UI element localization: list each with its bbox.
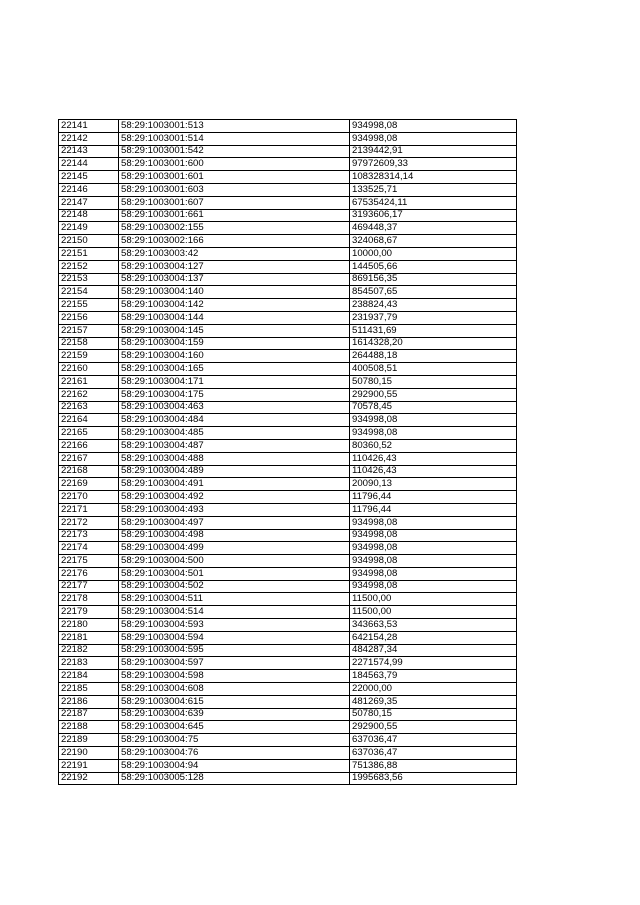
cadastral-number-cell: 58:29:1003004:595 (119, 644, 350, 657)
row-number-cell: 22161 (59, 375, 119, 388)
table-row (59, 606, 517, 619)
cadastral-number-cell: 58:29:1003004:171 (119, 375, 350, 388)
cadastral-number-cell: 58:29:1003004:489 (119, 465, 350, 478)
value-cell: 2139442,91 (350, 145, 517, 158)
value-cell: 10000,00 (350, 247, 517, 260)
cadastral-number-cell: 58:29:1003001:513 (119, 120, 350, 133)
cadastral-number-cell: 58:29:1003004:160 (119, 350, 350, 363)
value-cell: 231937,79 (350, 311, 517, 324)
value-cell: 642154,28 (350, 631, 517, 644)
table-row (59, 158, 517, 171)
value-cell: 110426,43 (350, 452, 517, 465)
value-cell: 2271574,99 (350, 657, 517, 670)
value-cell: 934998,08 (350, 516, 517, 529)
row-number-cell: 22179 (59, 606, 119, 619)
row-number-cell: 22162 (59, 388, 119, 401)
table-row (59, 555, 517, 568)
cadastral-number-cell: 58:29:1003004:498 (119, 529, 350, 542)
value-cell: 50780,15 (350, 708, 517, 721)
table-row (59, 644, 517, 657)
row-number-cell: 22171 (59, 503, 119, 516)
row-number-cell: 22153 (59, 273, 119, 286)
table-row (59, 529, 517, 542)
row-number-cell: 22151 (59, 247, 119, 260)
value-cell: 637036,47 (350, 734, 517, 747)
value-cell: 869156,35 (350, 273, 517, 286)
row-number-cell: 22166 (59, 439, 119, 452)
value-cell: 11796,44 (350, 491, 517, 504)
cadastral-number-cell: 58:29:1003004:499 (119, 542, 350, 555)
row-number-cell: 22178 (59, 593, 119, 606)
value-cell: 11796,44 (350, 503, 517, 516)
cadastral-number-cell: 58:29:1003004:144 (119, 311, 350, 324)
value-cell: 469448,37 (350, 222, 517, 235)
value-cell: 50780,15 (350, 375, 517, 388)
row-number-cell: 22158 (59, 337, 119, 350)
row-number-cell: 22165 (59, 427, 119, 440)
table-row (59, 759, 517, 772)
row-number-cell: 22164 (59, 414, 119, 427)
table-row (59, 439, 517, 452)
table-row (59, 747, 517, 760)
row-number-cell: 22155 (59, 299, 119, 312)
table-row (59, 132, 517, 145)
table-row (59, 734, 517, 747)
cadastral-number-cell: 58:29:1003001:514 (119, 132, 350, 145)
value-cell: 934998,08 (350, 120, 517, 133)
cadastral-number-cell: 58:29:1003002:155 (119, 222, 350, 235)
cadastral-number-cell: 58:29:1003004:594 (119, 631, 350, 644)
cadastral-number-cell: 58:29:1003001:661 (119, 209, 350, 222)
table-row (59, 273, 517, 286)
table-row (59, 260, 517, 273)
cadastral-number-cell: 58:29:1003004:142 (119, 299, 350, 312)
value-cell: 934998,08 (350, 555, 517, 568)
cadastral-number-cell: 58:29:1003004:514 (119, 606, 350, 619)
cadastral-number-cell: 58:29:1003004:94 (119, 759, 350, 772)
value-cell: 110426,43 (350, 465, 517, 478)
cadastral-number-cell: 58:29:1003004:140 (119, 286, 350, 299)
cadastral-number-cell: 58:29:1003001:607 (119, 196, 350, 209)
value-cell: 264488,18 (350, 350, 517, 363)
cadastral-number-cell: 58:29:1003004:615 (119, 695, 350, 708)
table-row (59, 311, 517, 324)
cadastral-number-cell: 58:29:1003004:511 (119, 593, 350, 606)
row-number-cell: 22192 (59, 772, 119, 785)
row-number-cell: 22146 (59, 183, 119, 196)
table-row (59, 363, 517, 376)
value-cell: 854507,65 (350, 286, 517, 299)
row-number-cell: 22142 (59, 132, 119, 145)
table-row (59, 683, 517, 696)
value-cell: 1614328,20 (350, 337, 517, 350)
row-number-cell: 22173 (59, 529, 119, 542)
row-number-cell: 22176 (59, 567, 119, 580)
cadastral-number-cell: 58:29:1003004:159 (119, 337, 350, 350)
cadastral-number-cell: 58:29:1003004:76 (119, 747, 350, 760)
cadastral-number-cell: 58:29:1003003:42 (119, 247, 350, 260)
table-row (59, 516, 517, 529)
table-row (59, 542, 517, 555)
cadastral-number-cell: 58:29:1003004:501 (119, 567, 350, 580)
table-row (59, 772, 517, 785)
cadastral-number-cell: 58:29:1003004:497 (119, 516, 350, 529)
value-cell: 934998,08 (350, 567, 517, 580)
table-row (59, 324, 517, 337)
cadastral-number-cell: 58:29:1003004:491 (119, 478, 350, 491)
table-row (59, 657, 517, 670)
table-row (59, 631, 517, 644)
value-cell: 133525,71 (350, 183, 517, 196)
value-cell: 343663,53 (350, 619, 517, 632)
cadastral-number-cell: 58:29:1003004:639 (119, 708, 350, 721)
value-cell: 22000,00 (350, 683, 517, 696)
row-number-cell: 22184 (59, 670, 119, 683)
value-cell: 324068,67 (350, 235, 517, 248)
row-number-cell: 22160 (59, 363, 119, 376)
cadastral-number-cell: 58:29:1003004:127 (119, 260, 350, 273)
cadastral-number-cell: 58:29:1003004:485 (119, 427, 350, 440)
cadastral-number-cell: 58:29:1003004:493 (119, 503, 350, 516)
cadastral-number-cell: 58:29:1003004:598 (119, 670, 350, 683)
table-row (59, 670, 517, 683)
table-row (59, 196, 517, 209)
value-cell: 934998,08 (350, 542, 517, 555)
value-cell: 70578,45 (350, 401, 517, 414)
cadastral-value-table (58, 119, 517, 785)
row-number-cell: 22181 (59, 631, 119, 644)
cadastral-number-cell: 58:29:1003004:487 (119, 439, 350, 452)
row-number-cell: 22143 (59, 145, 119, 158)
value-cell: 934998,08 (350, 414, 517, 427)
table-row (59, 580, 517, 593)
row-number-cell: 22180 (59, 619, 119, 632)
value-cell: 511431,69 (350, 324, 517, 337)
row-number-cell: 22170 (59, 491, 119, 504)
table-row (59, 299, 517, 312)
cadastral-number-cell: 58:29:1003004:488 (119, 452, 350, 465)
cadastral-number-cell: 58:29:1003001:603 (119, 183, 350, 196)
table-row (59, 388, 517, 401)
table-row (59, 337, 517, 350)
value-cell: 80360,52 (350, 439, 517, 452)
row-number-cell: 22172 (59, 516, 119, 529)
row-number-cell: 22189 (59, 734, 119, 747)
row-number-cell: 22167 (59, 452, 119, 465)
table-row (59, 593, 517, 606)
cadastral-number-cell: 58:29:1003004:145 (119, 324, 350, 337)
table-row (59, 414, 517, 427)
row-number-cell: 22145 (59, 171, 119, 184)
table-row (59, 183, 517, 196)
table-row (59, 247, 517, 260)
row-number-cell: 22174 (59, 542, 119, 555)
value-cell: 20090,13 (350, 478, 517, 491)
cadastral-number-cell: 58:29:1003004:645 (119, 721, 350, 734)
value-cell: 934998,08 (350, 427, 517, 440)
row-number-cell: 22188 (59, 721, 119, 734)
table-body (59, 120, 517, 785)
cadastral-number-cell: 58:29:1003004:500 (119, 555, 350, 568)
row-number-cell: 22156 (59, 311, 119, 324)
row-number-cell: 22169 (59, 478, 119, 491)
row-number-cell: 22183 (59, 657, 119, 670)
table-row (59, 452, 517, 465)
table-row (59, 721, 517, 734)
value-cell: 481269,35 (350, 695, 517, 708)
cadastral-number-cell: 58:29:1003001:600 (119, 158, 350, 171)
value-cell: 11500,00 (350, 593, 517, 606)
row-number-cell: 22163 (59, 401, 119, 414)
cadastral-number-cell: 58:29:1003004:165 (119, 363, 350, 376)
table-row (59, 708, 517, 721)
value-cell: 934998,08 (350, 529, 517, 542)
cadastral-number-cell: 58:29:1003004:137 (119, 273, 350, 286)
cadastral-number-cell: 58:29:1003005:128 (119, 772, 350, 785)
row-number-cell: 22157 (59, 324, 119, 337)
value-cell: 3193606,17 (350, 209, 517, 222)
value-cell: 400508,51 (350, 363, 517, 376)
cadastral-number-cell: 58:29:1003004:597 (119, 657, 350, 670)
cadastral-number-cell: 58:29:1003004:502 (119, 580, 350, 593)
row-number-cell: 22152 (59, 260, 119, 273)
value-cell: 97972609,33 (350, 158, 517, 171)
table-row (59, 171, 517, 184)
row-number-cell: 22185 (59, 683, 119, 696)
row-number-cell: 22148 (59, 209, 119, 222)
table-row (59, 695, 517, 708)
cadastral-number-cell: 58:29:1003004:484 (119, 414, 350, 427)
row-number-cell: 22177 (59, 580, 119, 593)
value-cell: 1995683,56 (350, 772, 517, 785)
table-row (59, 350, 517, 363)
row-number-cell: 22190 (59, 747, 119, 760)
cadastral-number-cell: 58:29:1003004:492 (119, 491, 350, 504)
row-number-cell: 22144 (59, 158, 119, 171)
row-number-cell: 22159 (59, 350, 119, 363)
value-cell: 108328314,14 (350, 171, 517, 184)
table-row (59, 145, 517, 158)
value-cell: 751386,88 (350, 759, 517, 772)
cadastral-number-cell: 58:29:1003004:175 (119, 388, 350, 401)
row-number-cell: 22154 (59, 286, 119, 299)
value-cell: 934998,08 (350, 132, 517, 145)
value-cell: 292900,55 (350, 388, 517, 401)
value-cell: 934998,08 (350, 580, 517, 593)
table-row (59, 120, 517, 133)
table-row (59, 286, 517, 299)
table-row (59, 465, 517, 478)
value-cell: 11500,00 (350, 606, 517, 619)
value-cell: 238824,43 (350, 299, 517, 312)
cadastral-number-cell: 58:29:1003001:601 (119, 171, 350, 184)
row-number-cell: 22168 (59, 465, 119, 478)
cadastral-number-cell: 58:29:1003004:593 (119, 619, 350, 632)
value-cell: 184563,79 (350, 670, 517, 683)
table-row (59, 503, 517, 516)
table-row (59, 427, 517, 440)
value-cell: 637036,47 (350, 747, 517, 760)
table-row (59, 222, 517, 235)
row-number-cell: 22147 (59, 196, 119, 209)
value-cell: 144505,66 (350, 260, 517, 273)
table-row (59, 375, 517, 388)
row-number-cell: 22186 (59, 695, 119, 708)
row-number-cell: 22191 (59, 759, 119, 772)
table-row (59, 235, 517, 248)
table-row (59, 401, 517, 414)
row-number-cell: 22182 (59, 644, 119, 657)
cadastral-number-cell: 58:29:1003001:542 (119, 145, 350, 158)
value-cell: 484287,34 (350, 644, 517, 657)
row-number-cell: 22149 (59, 222, 119, 235)
table-row (59, 619, 517, 632)
value-cell: 292900,55 (350, 721, 517, 734)
cadastral-number-cell: 58:29:1003004:75 (119, 734, 350, 747)
value-cell: 67535424,11 (350, 196, 517, 209)
row-number-cell: 22150 (59, 235, 119, 248)
table-row (59, 491, 517, 504)
row-number-cell: 22141 (59, 120, 119, 133)
row-number-cell: 22187 (59, 708, 119, 721)
cadastral-number-cell: 58:29:1003002:166 (119, 235, 350, 248)
table-row (59, 209, 517, 222)
table-row (59, 567, 517, 580)
table-row (59, 478, 517, 491)
cadastral-number-cell: 58:29:1003004:463 (119, 401, 350, 414)
cadastral-number-cell: 58:29:1003004:608 (119, 683, 350, 696)
row-number-cell: 22175 (59, 555, 119, 568)
